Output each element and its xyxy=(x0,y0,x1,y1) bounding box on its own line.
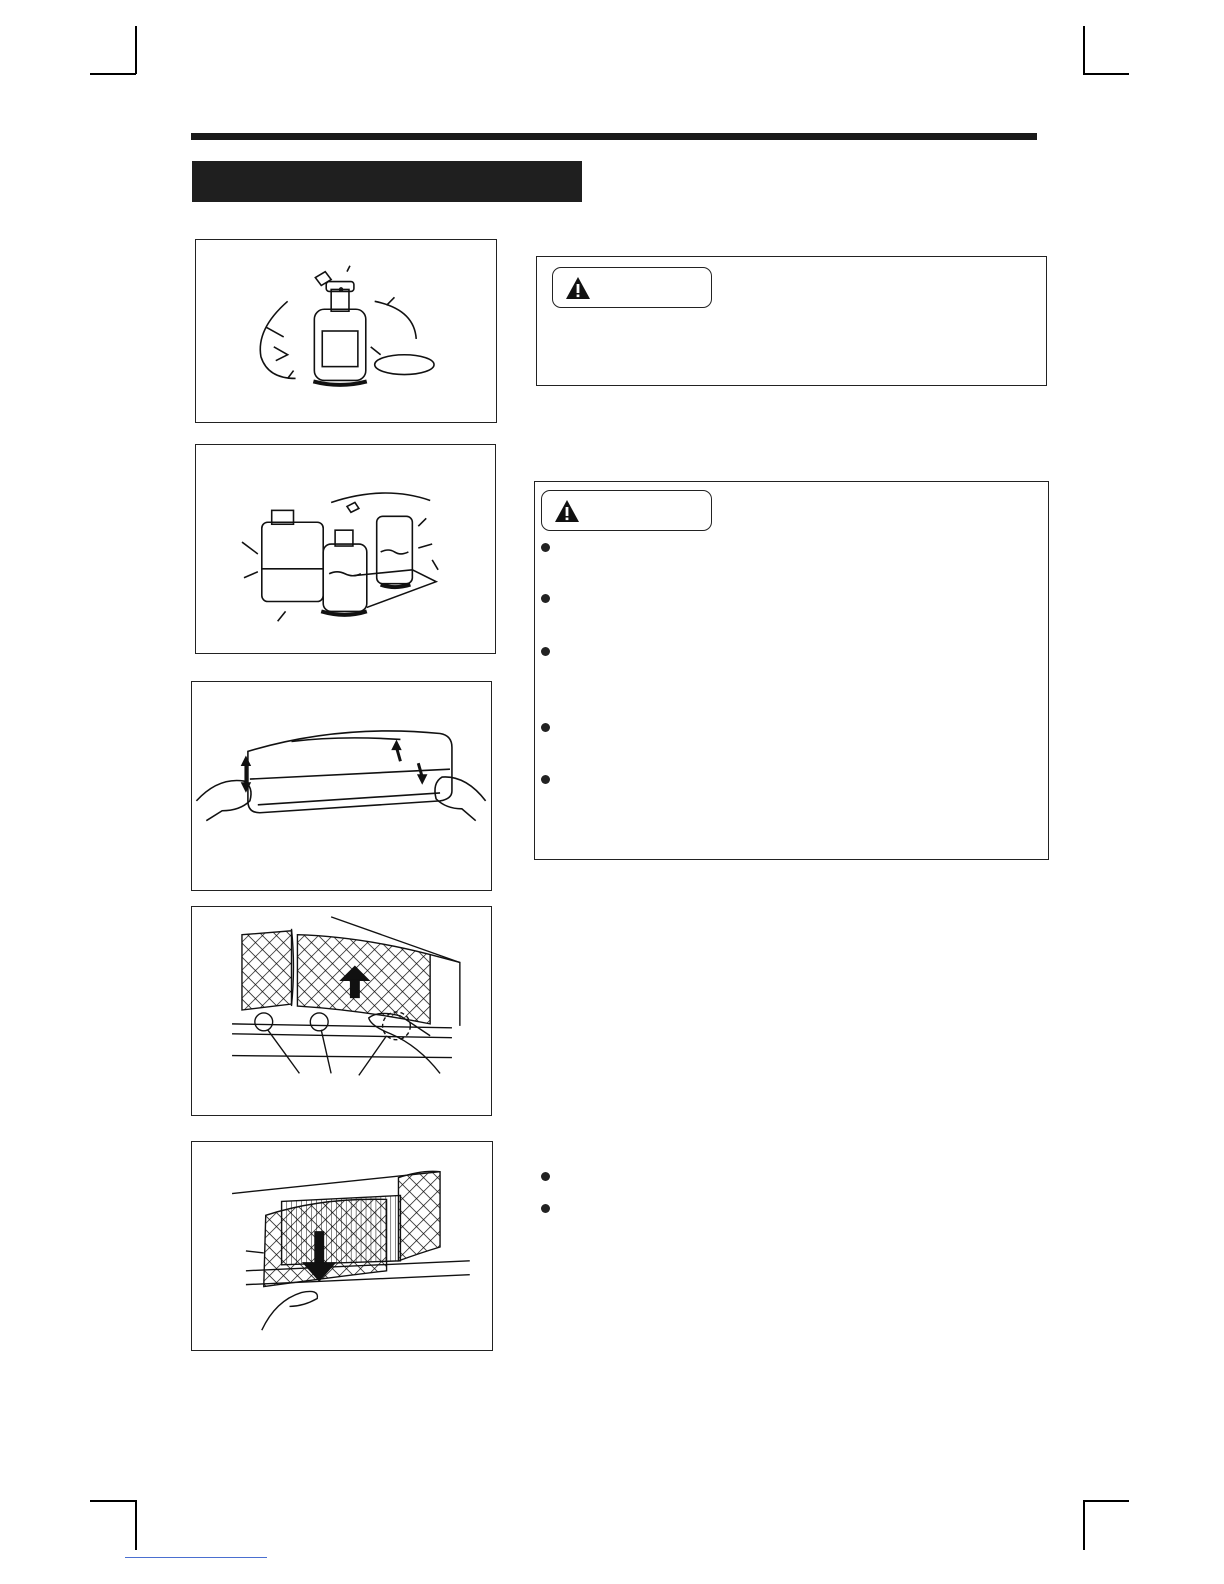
bottle-icon xyxy=(196,240,496,422)
caution-bullet-4 xyxy=(541,723,550,732)
crop-mark-bottom-left-h xyxy=(90,1500,136,1502)
crop-mark-top-right-h xyxy=(1083,73,1129,75)
caution-bullet-1 xyxy=(541,543,550,552)
remove-air-filter-illustration xyxy=(191,906,492,1116)
insert-air-filter-illustration xyxy=(191,1141,493,1351)
warning-triangle-icon xyxy=(554,499,580,523)
caution-badge-1 xyxy=(552,267,712,308)
caution-notice-2 xyxy=(534,481,1049,860)
caution-bullet-5 xyxy=(541,775,550,784)
air-filter-down-icon xyxy=(192,1142,492,1350)
liquid-bottle-illustration xyxy=(195,239,497,423)
caution-badge-2 xyxy=(541,490,712,531)
crop-mark-top-left-h xyxy=(90,73,136,75)
bottom-link-underline xyxy=(125,1557,267,1558)
crop-mark-bottom-right-h xyxy=(1083,1500,1129,1502)
indoor-unit-panel-icon xyxy=(192,682,491,890)
list-bullet-1 xyxy=(541,1172,550,1181)
crop-mark-bottom-right-v xyxy=(1083,1500,1085,1550)
header-rule xyxy=(191,133,1037,140)
cleaning-chemicals-illustration xyxy=(195,444,496,654)
list-bullet-2 xyxy=(541,1204,550,1213)
crop-mark-bottom-left-v xyxy=(135,1500,137,1550)
section-title-bar xyxy=(192,161,582,202)
air-filter-up-icon xyxy=(192,907,491,1115)
chemical-containers-icon xyxy=(196,445,495,653)
warning-triangle-icon xyxy=(565,276,591,300)
crop-mark-top-right-v xyxy=(1083,26,1085,74)
crop-mark-top-left-v xyxy=(135,26,137,74)
caution-bullet-3 xyxy=(541,647,550,656)
caution-bullet-2 xyxy=(541,594,550,603)
lift-front-panel-illustration xyxy=(191,681,492,891)
